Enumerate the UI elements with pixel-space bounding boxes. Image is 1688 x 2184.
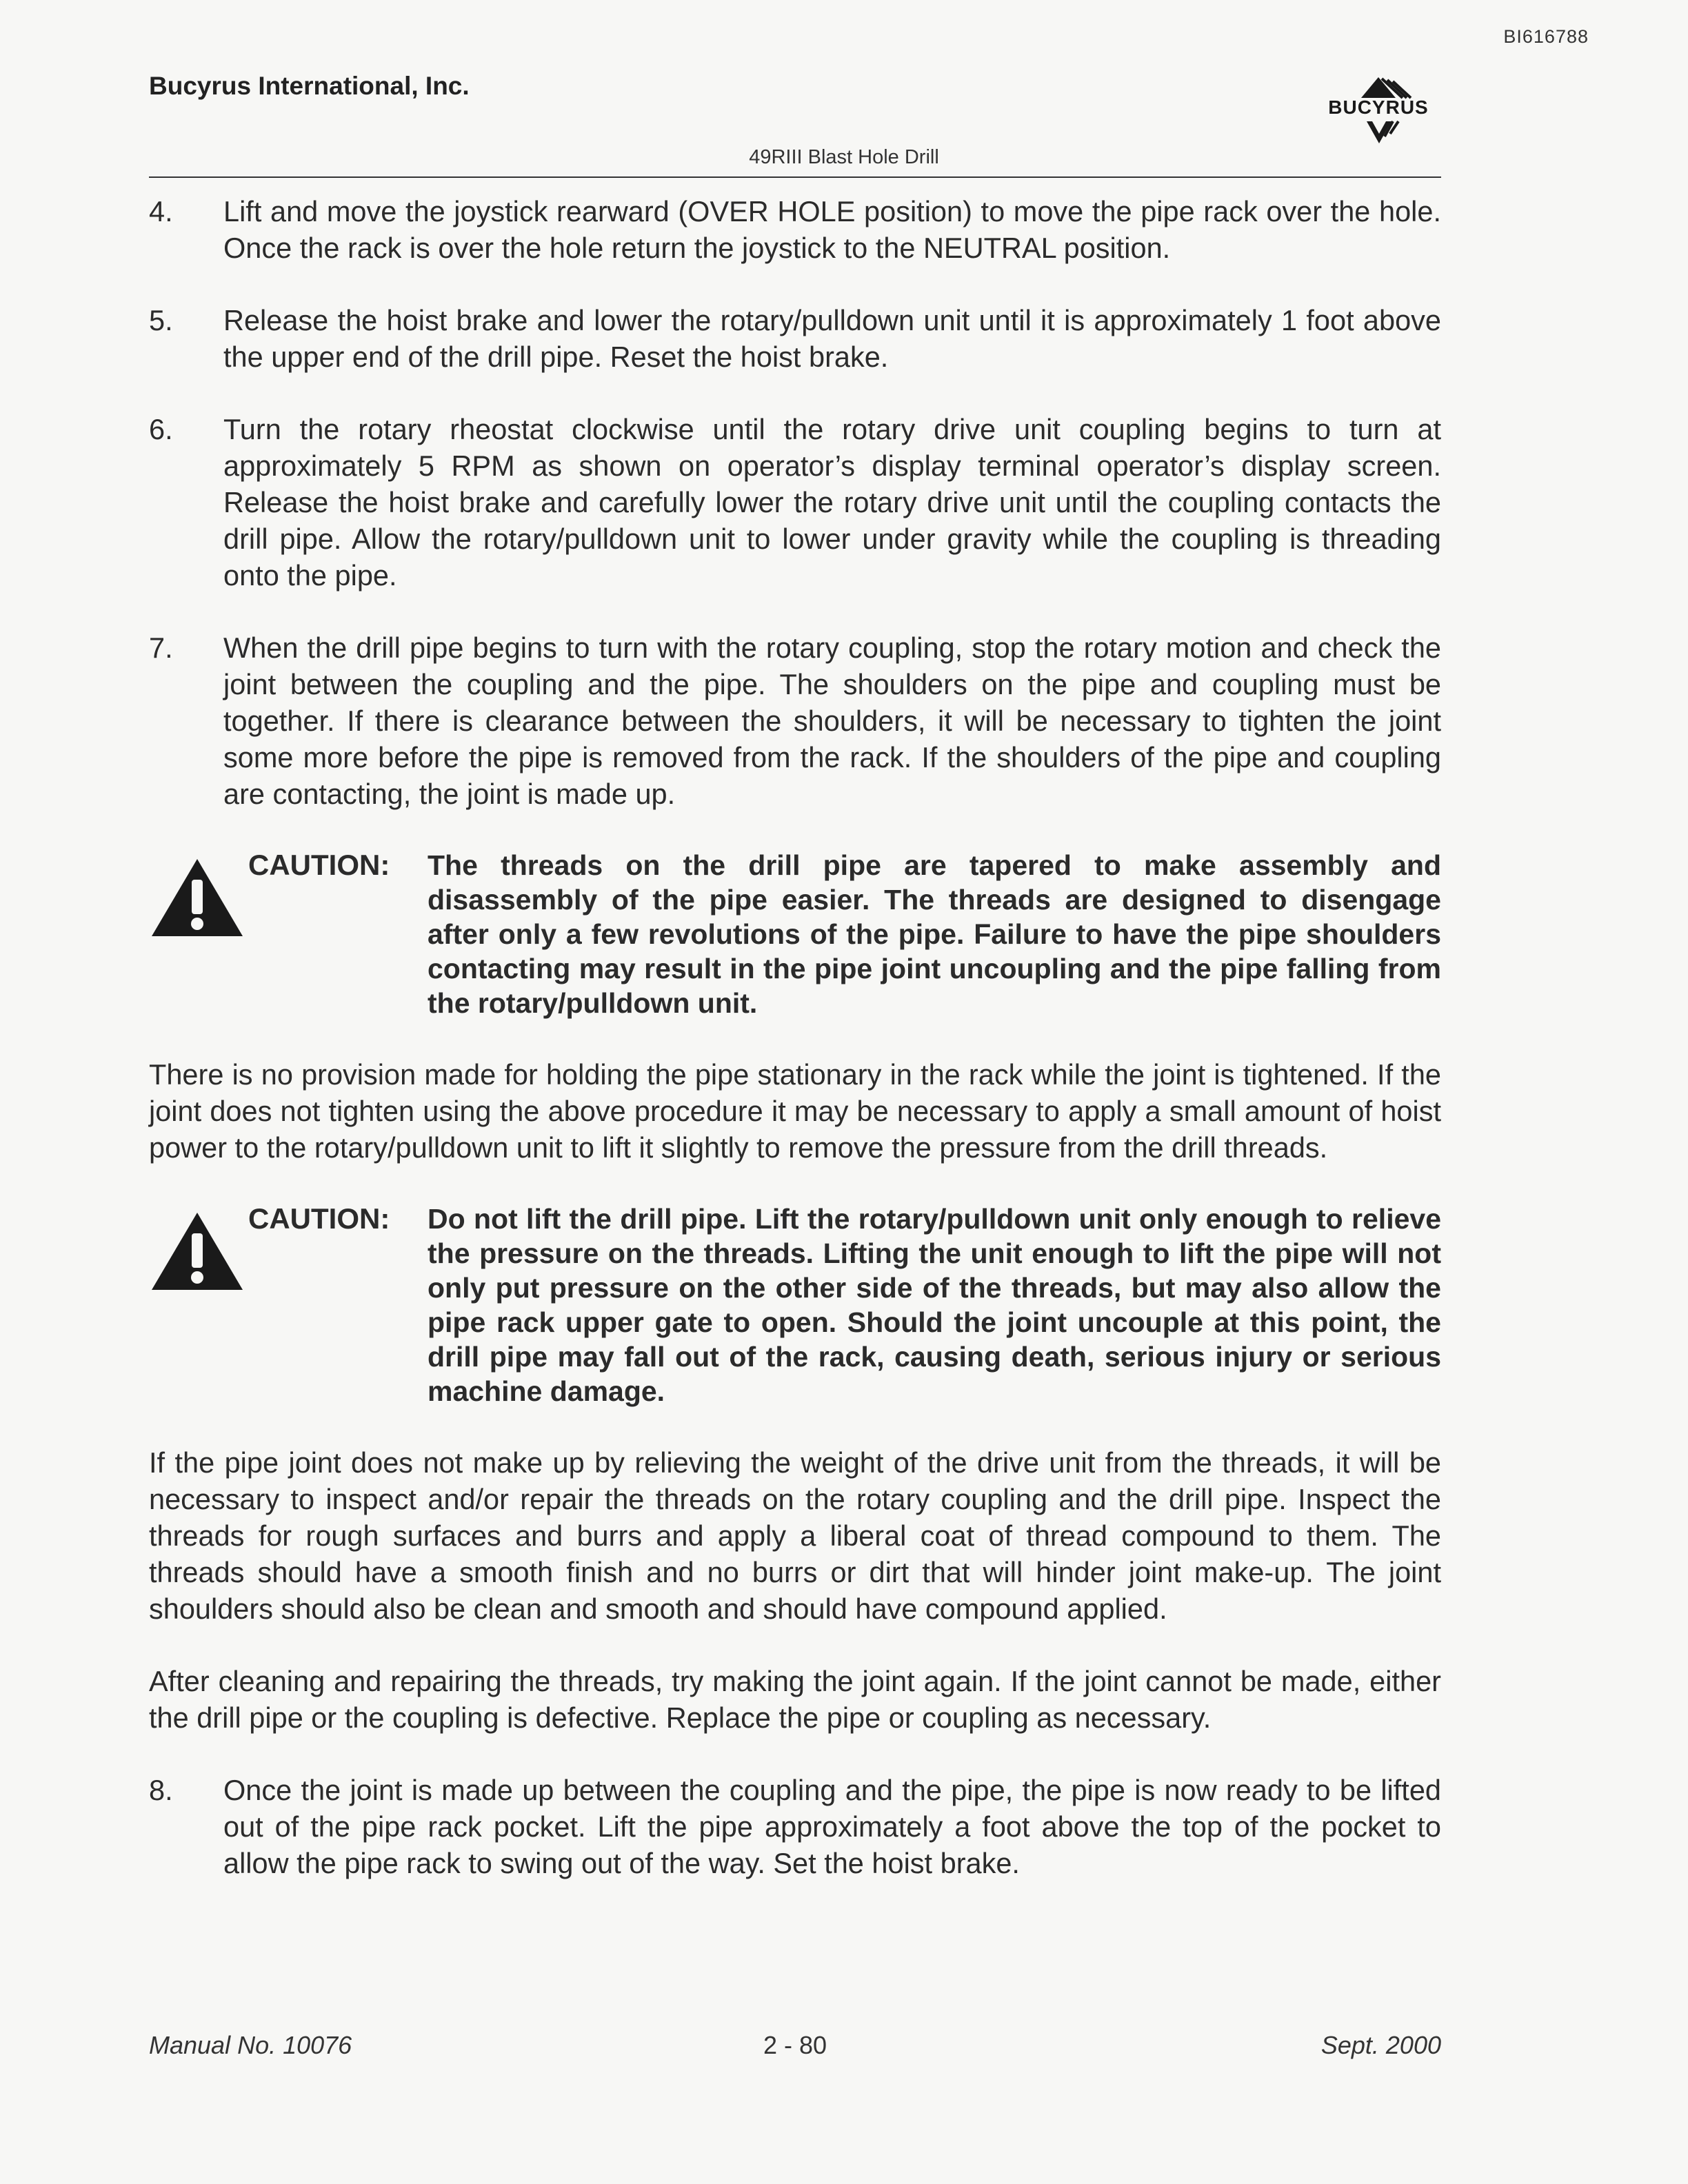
caution-label: CAUTION: bbox=[248, 849, 390, 881]
bucyrus-logo bbox=[1313, 72, 1444, 149]
caution-block bbox=[149, 1202, 1441, 1408]
caution-text: Do not lift the drill pipe. Lift the rotary/pulldown unit only enough to relieve the pressure on the threads. Lifting the unit enough to lift the pipe will not only put pressure on the other side of the threads, but may also allow the pipe rack upper gate to open. Should the joint uncouple at this point, the drill pipe may fall out of the rack, causing death, serious injury or serious machine damage. bbox=[428, 1203, 1441, 1407]
paragraph: If the pipe joint does not make up by relieving the weight of the drive unit from the threads, it will be necessary to inspect and/or repair the threads on the rotary coupling and the drill pipe. Inspect the threads for rough surfaces and burrs and apply a liberal coat of thread compound to them. The threads should have a smooth finish and no burrs or dirt that will hinder joint make-up. The joint shoulders should also be clean and smooth and should have compound applied. bbox=[149, 1446, 1441, 1625]
logo-text: BUCYRUS bbox=[1328, 97, 1429, 118]
manual-number: Manual No. 10076 bbox=[149, 2031, 352, 2059]
step-item bbox=[149, 193, 1441, 266]
caution-label: CAUTION: bbox=[248, 1202, 390, 1235]
step-number: 5. bbox=[149, 304, 173, 336]
step-number: 7. bbox=[149, 631, 173, 664]
paragraph: After cleaning and repairing the threads, try making the joint again. If the joint cannot be made, either the drill pipe or the coupling is defective. Replace the pipe or coupling as necessary. bbox=[149, 1665, 1441, 1734]
document-id: BI616788 bbox=[1503, 26, 1589, 47]
step-item bbox=[149, 411, 1441, 594]
step-text: Turn the rotary rheostat clockwise until the rotary drive unit coupling begins to turn at approximately 5 RPM as shown on operator’s display terminal operator’s display screen. Release the hoist brake and carefully lower the rotary drive unit until the coupling contacts the drill pipe. Allow the rotary/pulldown unit to lower under gravity while the coupling is threading onto the pipe. bbox=[223, 413, 1441, 592]
step-text: When the drill pipe begins to turn with the rotary coupling, stop the rotary motion and check the joint between the coupling and the pipe. The shoulders on the pipe and coupling must be together. If there is clearance between the shoulders, it will be necessary to tighten the joint some more before the pipe is removed from the rack. If the shoulders of the pipe and coupling are contacting, the joint is made up. bbox=[223, 631, 1441, 810]
step-item bbox=[149, 302, 1441, 375]
step-number: 8. bbox=[149, 1774, 173, 1806]
step-number: 6. bbox=[149, 413, 173, 445]
step-text: Release the hoist brake and lower the rotary/pulldown unit until it is approximately 1 foot above the upper end of the drill pipe. Reset the hoist brake. bbox=[223, 304, 1441, 373]
caution-block bbox=[149, 848, 1441, 1020]
paragraph: There is no provision made for holding the pipe stationary in the rack while the joint is tightened. If the joint does not tighten using the above procedure it may be necessary to apply a small amount of hoist power to the rotary/pulldown unit to lift it slightly to remove the pressure from the drill threads. bbox=[149, 1058, 1441, 1164]
step-item bbox=[149, 629, 1441, 812]
step-item bbox=[149, 1772, 1441, 1881]
step-text: Once the joint is made up between the coupling and the pipe, the pipe is now ready to be lifted out of the pipe rack pocket. Lift the pipe approximately a foot above the top of the pocket to allow the pipe rack to swing out of the way. Set the hoist brake. bbox=[223, 1774, 1441, 1879]
step-number: 4. bbox=[149, 195, 173, 228]
page-number: 2 - 80 bbox=[763, 2031, 827, 2059]
warning-triangle-icon bbox=[149, 848, 248, 1020]
caution-text: The threads on the drill pipe are tapered to make assembly and disassembly of the pipe easier. The threads are designed to disengage after only a few revolutions of the pipe. Failure to have the pipe shoulders contacting may result in the pipe joint uncoupling and the pipe falling from the rotary/pulldown unit. bbox=[428, 849, 1441, 1019]
page-content bbox=[149, 193, 1441, 1917]
header-rule bbox=[149, 176, 1441, 178]
warning-triangle-icon bbox=[149, 1202, 248, 1408]
company-name: Bucyrus International, Inc. bbox=[149, 72, 470, 100]
document-subtitle: 49RIII Blast Hole Drill bbox=[749, 146, 939, 168]
publication-date: Sept. 2000 bbox=[1320, 2031, 1441, 2059]
step-text: Lift and move the joystick rearward (OVER HOLE position) to move the pipe rack over the hole. Once the rack is over the hole return the joystick to the NEUTRAL position. bbox=[223, 195, 1441, 264]
